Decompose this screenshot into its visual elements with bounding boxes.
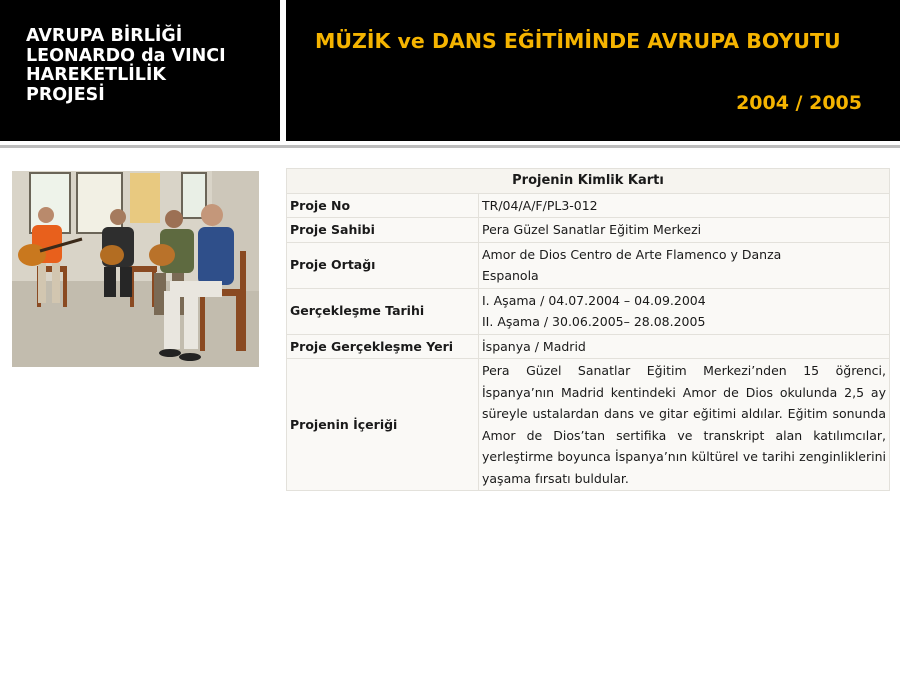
- value-line: Pera Güzel Sanatlar Eğitim Merkezi: [482, 222, 702, 237]
- header-left-panel: [0, 0, 280, 141]
- org-line-2: LEONARDO da VINCI: [26, 45, 226, 66]
- value-line: I. Aşama / 04.07.2004 – 04.09.2004: [482, 292, 706, 308]
- page-title: MÜZİK ve DANS EĞİTİMİNDE AVRUPA BOYUTU: [315, 29, 841, 53]
- row-value-location: [479, 334, 890, 359]
- row-key-dates: Gerçekleşme Tarihi: [287, 288, 479, 334]
- org-line-4: PROJESİ: [26, 84, 105, 105]
- row-key-project-partner: Proje Ortağı: [287, 242, 479, 288]
- value-line: Amor de Dios Centro de Arte Flamenco y Danza: [482, 246, 782, 262]
- table-row: [287, 193, 890, 218]
- project-id-card: [286, 168, 890, 491]
- org-line-1: AVRUPA BİRLİĞİ: [26, 26, 183, 46]
- table-row: [287, 334, 890, 359]
- table-row: [287, 359, 890, 491]
- value-line: İspanya / Madrid: [482, 338, 586, 354]
- table-row: [287, 242, 890, 288]
- row-key-project-owner: Proje Sahibi: [287, 218, 479, 243]
- header-right-panel: [286, 0, 900, 141]
- value-line: TR/04/A/F/PL3-012: [482, 197, 598, 213]
- card-heading-row: [287, 169, 890, 194]
- photo-musicians-guitars: [12, 171, 259, 367]
- header-divider: [0, 145, 900, 148]
- card-heading: Projenin Kimlik Kartı: [287, 169, 890, 194]
- table-row: [287, 218, 890, 243]
- value-line: Espanola: [482, 268, 539, 283]
- value-line: II. Aşama / 30.06.2005– 28.08.2005: [482, 314, 706, 329]
- row-value-project-partner: [479, 242, 890, 288]
- row-value-dates: [479, 288, 890, 334]
- row-value-content: Pera Güzel Sanatlar Eğitim Merkezi’nden 15 öğrenci, İspanya’nın Madrid kentindeki Amor de Dios okulunda 2,5 ay süreyle ustalardan dans ve gitar eğitimi aldılar. Eğitim sonunda Amor de Dios’tan sertifika ve transkript alan katılımcılar, yerleştirme boyunca İspanya’nın kültürel ve tarihi zenginliklerini yaşama fırsatı buldular.: [479, 359, 890, 491]
- project-years: 2004 / 2005: [736, 92, 862, 114]
- row-key-content: Projenin İçeriği: [287, 359, 479, 491]
- org-title: [26, 27, 226, 105]
- row-value-project-no: [479, 193, 890, 218]
- row-key-project-no: Proje No: [287, 193, 479, 218]
- row-value-project-owner: [479, 218, 890, 243]
- table-row: [287, 288, 890, 334]
- row-key-location: Proje Gerçekleşme Yeri: [287, 334, 479, 359]
- org-line-3: HAREKETLİLİK: [26, 65, 166, 85]
